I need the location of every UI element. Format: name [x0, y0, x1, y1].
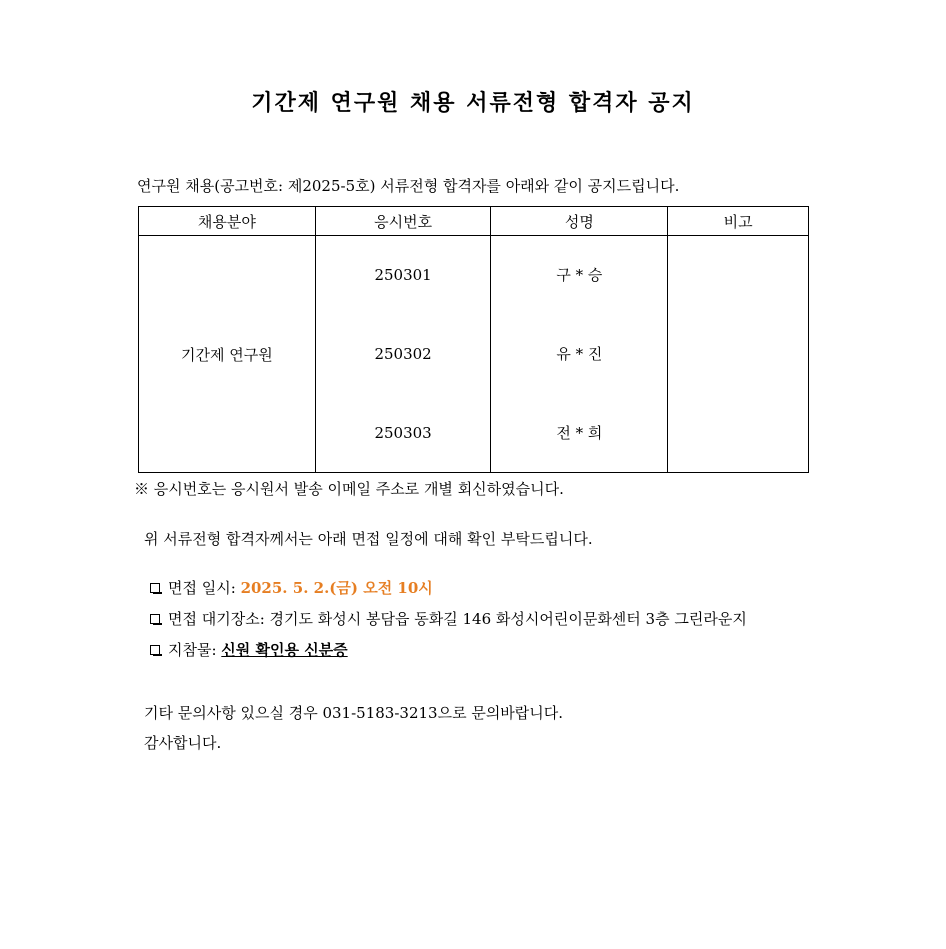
header-number: 응시번호 — [315, 207, 491, 236]
name-cell — [491, 236, 668, 473]
note-text: ※ 응시번호는 응시원서 발송 이메일 주소로 개별 회신하였습니다. — [134, 480, 564, 498]
place-value: 경기도 화성시 봉담읍 동화길 146 화성시어린이문화센터 3층 그린라운지 — [269, 610, 747, 628]
remark-cell — [668, 236, 809, 473]
thanks-text: 감사합니다. — [144, 734, 222, 752]
field-cell — [139, 236, 316, 473]
bring-value: 신원 확인용 신분증 — [221, 641, 348, 659]
confirm-text: 위 서류전형 합격자께서는 아래 면접 일정에 대해 확인 부탁드립니다. — [144, 530, 593, 548]
bring-label: 지참물: — [168, 641, 222, 659]
header-field: 채용분야 — [139, 207, 316, 236]
checkbox-icon — [150, 645, 160, 655]
applicant-name: 전 * 희 — [556, 423, 603, 442]
applicant-number: 250302 — [374, 344, 432, 363]
list-item — [150, 609, 747, 640]
applicant-name: 구 * 승 — [556, 266, 603, 285]
number-cell — [315, 236, 491, 473]
checkbox-icon — [150, 614, 160, 624]
table-row — [139, 236, 809, 473]
list-item — [150, 578, 747, 609]
applicant-number: 250303 — [374, 423, 432, 442]
field-value: 기간제 연구원 — [180, 345, 273, 364]
intro-text: 연구원 채용(공고번호: 제2025-5호) 서류전형 합격자를 아래와 같이 공지드립니다. — [137, 177, 680, 195]
header-remark: 비고 — [668, 207, 809, 236]
page-title: 기간제 연구원 채용 서류전형 합격자 공지 — [251, 90, 695, 116]
table-header-row — [139, 207, 809, 236]
result-table — [138, 206, 809, 473]
checkbox-icon — [150, 583, 160, 593]
list-item — [150, 640, 747, 671]
header-name: 성명 — [491, 207, 668, 236]
interview-info-list — [150, 578, 747, 671]
applicant-number: 250301 — [374, 266, 432, 285]
date-value: 2025. 5. 2.(금) 오전 10시 — [240, 579, 433, 597]
place-label: 면접 대기장소: — [168, 610, 270, 628]
applicant-name: 유 * 진 — [556, 344, 603, 363]
contact-text: 기타 문의사항 있으실 경우 031-5183-3213으로 문의바랍니다. — [144, 704, 564, 722]
date-label: 면접 일시: — [168, 579, 241, 597]
